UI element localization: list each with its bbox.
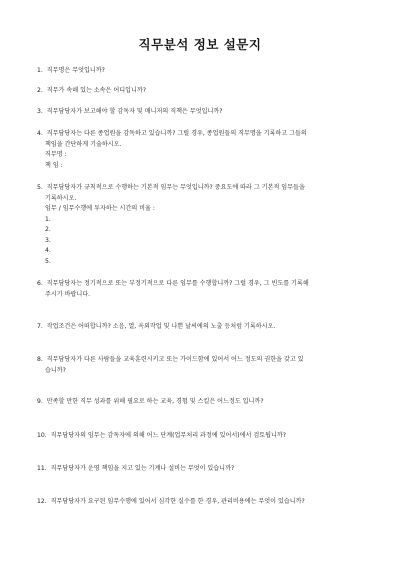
document-title: 직무분석 정보 설문지 [138,37,262,52]
question-number: 10. [37,432,47,439]
question-number: 12. [37,498,47,505]
question-number: 5. [37,184,43,191]
sub-field-job-title: 직무명 : [45,151,67,158]
question-number: 6. [37,280,43,287]
question-text: 직무담당자가 요구된 임무수행에 있어서 심각한 실수를 한 경우, 관리비용에는 무엇이 있습니까? [50,498,305,505]
answer-line-2: 2. [45,226,51,233]
question-number: 9. [37,398,43,405]
question-text: 직무담당자의 임무는 감독자에 의해 어느 단계(업무처리 과정에 있어서)에서 검토됩니까? [50,432,287,439]
question-text: 직무담당자가 규칙적으로 수행하는 기본적 임무는 무엇입니까? 중요도에 따라 그 기본적 임무들을 [46,184,305,191]
question-7 [37,322,367,333]
question-continuation: 주시기 바랍니다. [45,290,91,298]
question-text: 직무담당자는 다른 종업원을 감독하고 있습니까? 그럴 경우, 종업원들의 직무명을 기록하고 그들의 [46,130,307,137]
answer-line-5: 5. [45,257,51,265]
sub-field-responsibility: 책 임 : [45,161,63,169]
question-text: 직무가 속해 있는 소속은 어디입니까? [46,87,147,94]
question-text: 직무담당자가 다른 사람들을 교육훈련시키고 또는 가이드함에 있어서 어느 정도의 권한을 갖고 있 [46,356,304,363]
question-4 [37,129,367,171]
question-number: 7. [37,323,43,330]
question-3 [37,107,367,118]
question-9 [37,397,367,408]
question-text: 직무명은 무엇입니까? [46,67,105,74]
question-5 [37,183,367,267]
question-2 [37,86,367,97]
question-number: 11. [37,465,47,472]
question-continuation: 기록하시오. [45,194,77,202]
question-text: 직무담당자가 보고해야 할 감독자 및 매니저의 직책은 무엇입니까? [46,108,223,115]
question-number: 4. [37,130,43,137]
question-number: 3. [37,108,43,115]
question-continuation: 습니까? [45,366,66,374]
question-text: 만족할 만한 직무 성과를 위해 필요로 하는 교육, 경험 및 스킬은 어느정도 입니까? [46,398,264,405]
question-6 [37,279,367,300]
question-12 [37,497,367,508]
question-text: 직무담당자가 운영 책임을 지고 있는 기계나 설비는 무엇이 있습니까? [50,465,235,472]
answer-line-3: 3. [45,236,51,244]
question-text: 직무담당자는 정기적으로 또는 부정기적으로 다른 임무를 수행합니까? 그럴 경우, 그 빈도를 기록해 [46,280,309,287]
answer-line-4: 4. [45,247,51,254]
question-10 [37,431,367,442]
question-continuation: 책임을 간단하게 기술하시오. [45,140,122,148]
answer-line-1: 1. [45,215,51,223]
sub-field-duty-ratio: 임무 / 임무수행에 투자하는 시간의 비율 : [45,205,155,212]
question-text: 작업조건은 어떠합니까? 소음, 열, 옥외작업 및 나쁜 날씨에의 노출 등처럼 기록하시오. [46,323,276,330]
question-number: 1. [37,67,43,74]
question-8 [37,355,367,376]
question-11 [37,464,367,475]
question-number: 2. [37,87,43,94]
question-number: 8. [37,356,43,363]
question-1 [37,66,367,77]
